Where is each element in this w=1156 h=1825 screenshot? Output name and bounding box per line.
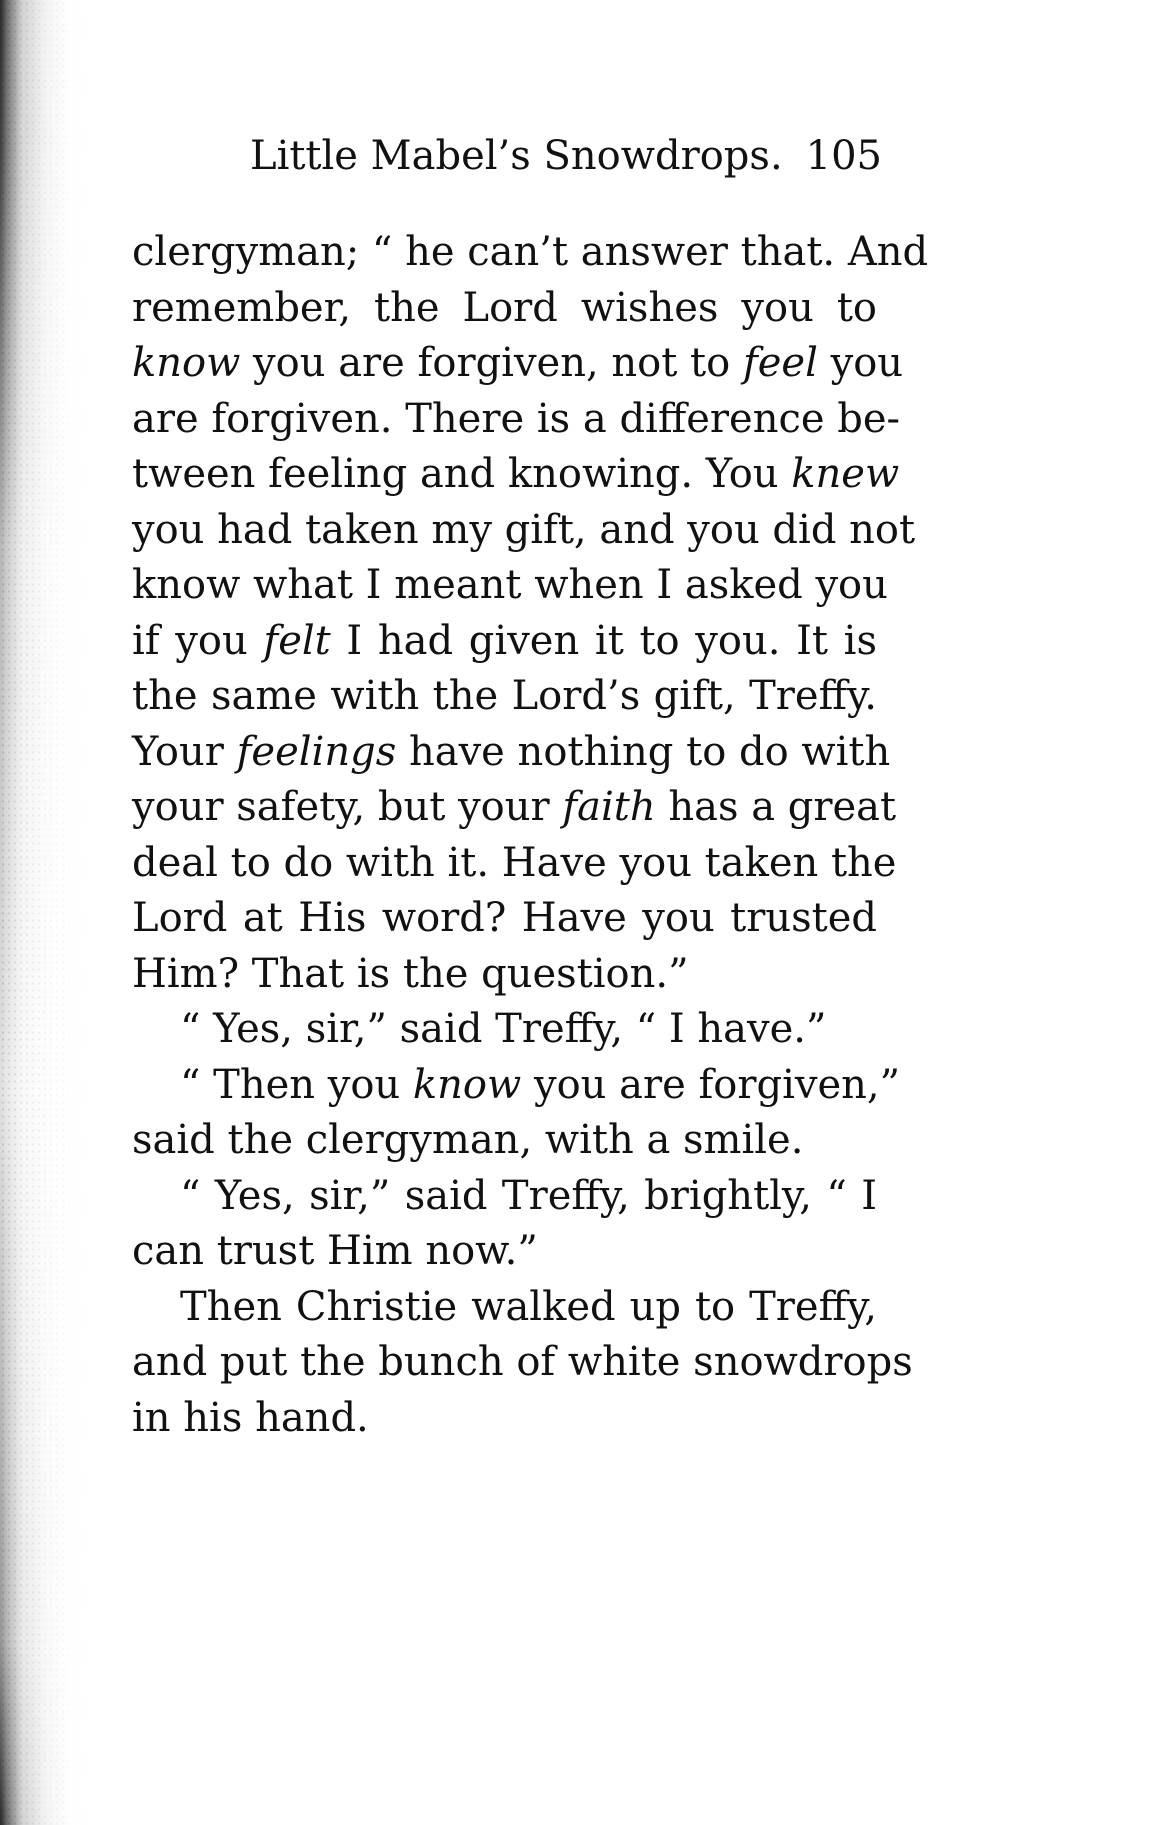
italic-word: feel [742,340,818,386]
text-run: “ Yes, sir,” said Treffy, “ I have.” [180,1006,827,1052]
text-run: Him? That is the question.” [132,950,689,997]
page-number: 105 [805,133,882,179]
scan-speckle [0,0,95,1825]
text-run: you had taken my gift, and you did not [132,506,916,553]
text-run: tween feeling and knowing. You [132,451,792,497]
italic-word: felt [263,617,331,664]
text-run: the same with the Lord’s gift, Treffy. [132,673,877,719]
text-run: in his hand. [132,1394,369,1441]
text-line [132,1391,877,1447]
text-run: have nothing to do with [396,728,891,775]
text-run: can trust Him now.” [132,1228,538,1274]
text-run: you are forgiven,” [521,1061,901,1108]
text-run: know what I meant when I asked you [132,562,888,608]
text-run: and put the bunch of white snowdrops [132,1339,913,1385]
text-line [132,1002,877,1058]
text-run: Lord at His word? Have you trusted [132,895,877,941]
text-line [132,1280,877,1336]
italic-word: knew [791,451,900,497]
text-line [132,669,877,725]
text-line [132,780,897,836]
italic-word: know [132,340,241,386]
text-run: are forgiven. There is a difference be- [132,395,901,442]
text-line [132,392,901,448]
text-line [132,1224,877,1280]
text-run: your safety, but your [132,784,563,830]
text-run: has a great [655,784,897,830]
text-run: remember, the Lord wishes you to [132,284,877,331]
text-run: I had given it to you. It is [330,617,878,664]
italic-word: know [412,1061,522,1108]
text-run: clergyman; “ he can’t answer that. And [132,229,929,275]
text-line [132,891,877,947]
text-run: deal to do with it. Have you taken the [132,839,897,886]
text-run: Your [132,728,237,775]
body-text [132,225,929,1446]
text-line [132,447,900,503]
text-run: Then Christie walked up to Treffy, [180,1283,877,1330]
italic-word: faith [562,784,656,830]
text-line [132,1335,913,1391]
italic-word: feelings [236,728,397,775]
running-head-title: Little Mabel’s Snowdrops. [250,133,783,179]
text-line [132,947,877,1003]
text-line [132,336,904,392]
text-line [132,836,897,892]
text-run: you are forgiven, not to [240,340,743,386]
text-run: said the clergyman, with a smile. [132,1117,804,1163]
text-line [132,1113,877,1169]
running-head [250,128,890,184]
text-line [132,225,929,281]
text-run: you [817,340,904,386]
text-run: “ Then you [180,1061,413,1108]
text-line [132,1169,877,1225]
text-line [132,558,888,614]
text-line [132,1058,901,1114]
text-line [132,725,891,781]
text-line [132,614,877,670]
text-run: if you [132,617,264,664]
text-line [132,281,877,337]
text-run: “ Yes, sir,” said Treffy, brightly, “ I [180,1172,877,1219]
text-line [132,503,916,559]
